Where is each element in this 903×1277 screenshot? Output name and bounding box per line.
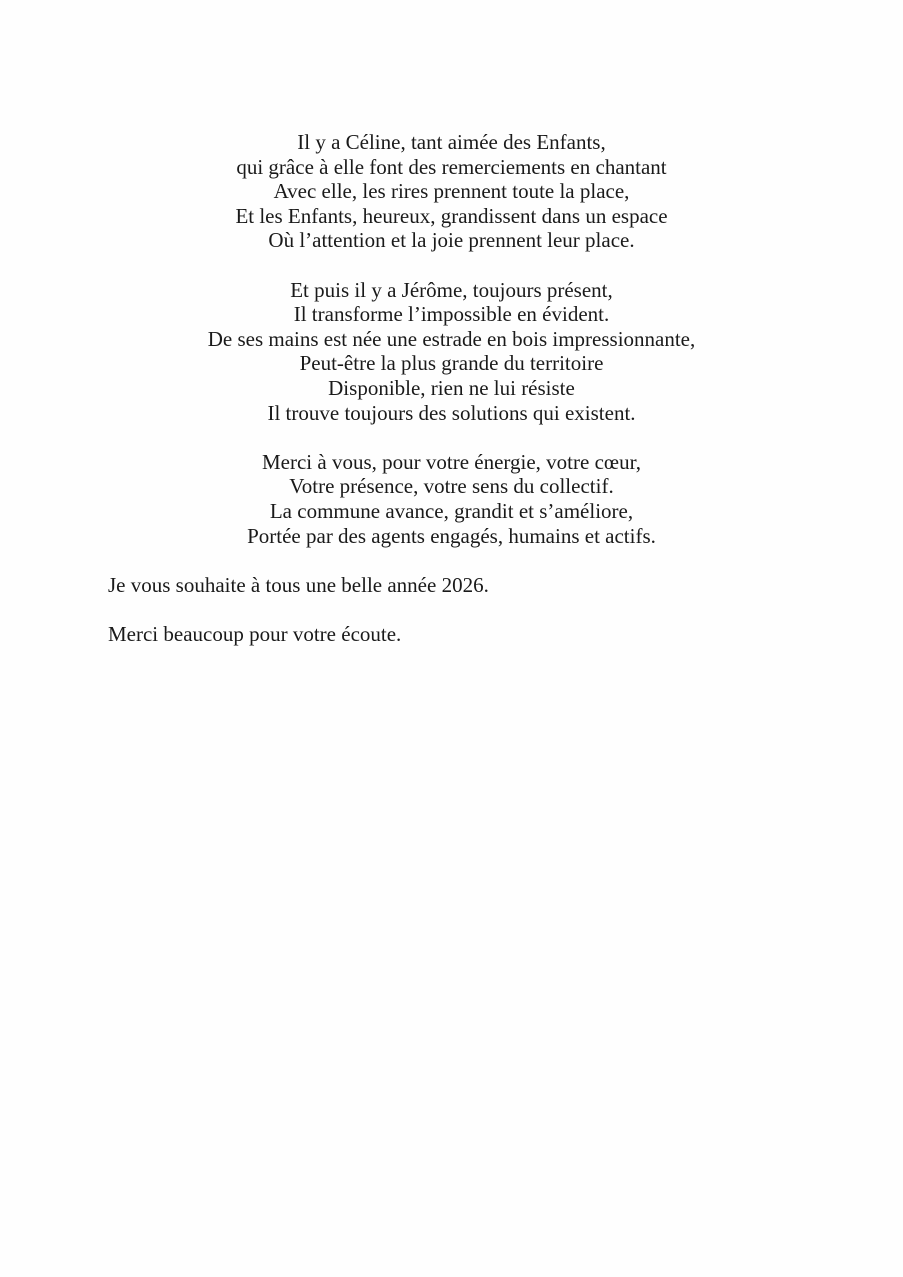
poem-line: Il transforme l’impossible en évident. [293,302,610,327]
closing-thanks [108,622,795,647]
poem-line: Votre présence, votre sens du collectif. [289,474,614,499]
poem-line: Avec elle, les rires prennent toute la place, [273,179,630,204]
closing-line: Merci beaucoup pour votre écoute. [108,621,402,646]
stanza-merci [108,450,795,548]
poem-line: La commune avance, grandit et s’améliore, [269,498,634,523]
stanza-celine [108,130,795,253]
poem-line: Il y a Céline, tant aimée des Enfants, [297,130,606,154]
poem-line: Peut-être la plus grande du territoire [299,351,604,376]
poem-line: Et les Enfants, heureux, grandissent dans un espace [235,203,668,228]
poem-line: Où l’attention et la joie prennent leur place. [268,228,635,253]
poem-line: Portée par des agents engagés, humains et actifs. [247,523,656,548]
poem-line: qui grâce à elle font des remerciements en chantant [236,154,667,179]
poem-line: De ses mains est née une estrade en bois impressionnante, [207,326,696,351]
closing-wishes [108,573,795,598]
closing-line: Je vous souhaite à tous une belle année 2026. [108,572,489,597]
stanza-jerome [108,278,795,426]
poem-line: Merci à vous, pour votre énergie, votre cœur, [262,449,641,474]
poem-line: Disponible, rien ne lui résiste [328,375,575,400]
poem-line: Il trouve toujours des solutions qui existent. [267,400,636,425]
document-content [108,0,795,671]
poem-line: Et puis il y a Jérôme, toujours présent, [290,277,613,302]
